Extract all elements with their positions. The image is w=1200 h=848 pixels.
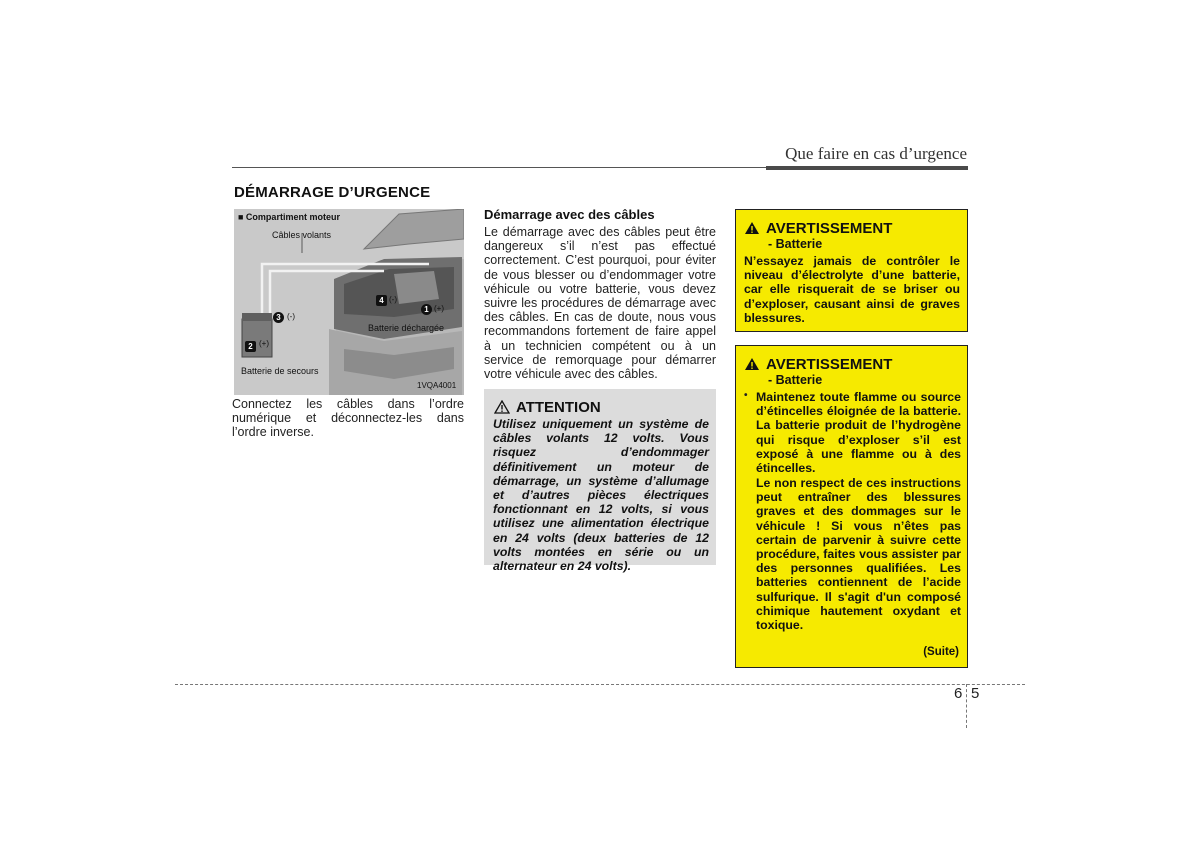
marker-3: 3 bbox=[273, 312, 284, 323]
attention-box bbox=[484, 389, 716, 574]
section-title: DÉMARRAGE D’URGENCE bbox=[234, 184, 431, 201]
warning1-text: N’essayez jamais de contrôler le niveau d’électrolyte d’une batterie, car elle risquerait de se briser ou d’exploser, causant ainsi de graves blessures. bbox=[744, 254, 960, 325]
page-number: 5 bbox=[971, 685, 980, 702]
warning1-subtitle: - Batterie bbox=[768, 237, 823, 251]
marker-2-polarity: (+) bbox=[259, 339, 269, 348]
marker-4-polarity: (-) bbox=[389, 295, 397, 304]
label-dead-battery: Batterie déchargée bbox=[368, 323, 445, 333]
warning-box-flames bbox=[735, 345, 968, 668]
jump-start-heading: Démarrage avec des câbles bbox=[484, 207, 655, 222]
attention-title: ATTENTION bbox=[516, 399, 601, 416]
warning2-subtitle: - Batterie bbox=[768, 373, 823, 387]
marker-1-polarity: (+) bbox=[434, 304, 444, 313]
figure-code: 1VQA4001 bbox=[417, 381, 457, 390]
attention-text: Utilisez uniquement un système de câbles volants 12 volts. Vous risquez d’endommager définitivement un moteur de démarrage, un système d’allumage et d’autres pièces électriques fonctionnant en 12 volts, si vous utilisez une alimentation électrique en 24 volts (deux batteries de 12 volts montées en série ou un alternateur en 24 volts). bbox=[493, 417, 709, 574]
marker-4: 4 bbox=[376, 295, 387, 306]
marker-1: 1 bbox=[421, 304, 432, 315]
header-bar bbox=[766, 166, 968, 170]
chapter-title: Que faire en cas d’urgence bbox=[785, 144, 967, 163]
warning-filled-icon bbox=[744, 357, 760, 375]
label-jumper-cables: Câbles volants bbox=[272, 230, 332, 240]
warning1-title: AVERTISSEMENT bbox=[766, 220, 893, 237]
page-chapter-number: 6 bbox=[954, 685, 963, 702]
bullet: • bbox=[744, 390, 748, 401]
warning2-title: AVERTISSEMENT bbox=[766, 356, 893, 373]
warning2-text-1: Maintenez toute flamme ou source d’étincelles éloignée de la batterie. La batterie produit de l’hydrogène qui risque d’exploser s’il est exposé à une flamme ou à des étincelles. bbox=[756, 390, 961, 476]
continued-label: (Suite) bbox=[923, 646, 959, 658]
figure-caption: ■ Compartiment moteur bbox=[238, 212, 340, 222]
warning-triangle-icon bbox=[494, 400, 510, 418]
footer-rule bbox=[175, 684, 1025, 685]
label-rescue-battery: Batterie de secours bbox=[241, 366, 319, 376]
jump-start-paragraph: Le démarrage avec des câbles peut être dangereux s’il n’est pas effectué correctement. C’est pourquoi, pour éviter de vous blesser ou d’endommager votre véhicule ou votre batterie, vous devez suivre les procédures de démarrage avec des câbles. En cas de doute, nous vous recommandons fortement de faire appel à un technicien compétent ou à un service de remorquage pour démarrer votre véhicule avec des câbles. bbox=[484, 225, 716, 382]
connection-order-paragraph: Connectez les câbles dans l’ordre numérique et déconnectez-les dans l’ordre inverse. bbox=[232, 397, 464, 440]
marker-2: 2 bbox=[245, 341, 256, 352]
marker-3-polarity: (-) bbox=[287, 312, 295, 321]
footer-divider bbox=[966, 684, 967, 728]
warning-filled-icon bbox=[744, 221, 760, 239]
warning-box-electrolyte bbox=[735, 209, 968, 332]
engine-compartment-figure bbox=[234, 209, 464, 395]
warning2-text-2: Le non respect de ces instructions peut entraîner des blessures graves et des dommages sur le véhicule ! Si vous n’êtes pas certain de parvenir à suivre cette procédure, faites vous assister par des personnes qualifiées. Les batteries contiennent de l’acide sulfurique. Il s'agit d'un composé chimique hautement oxydant et toxique. bbox=[756, 476, 961, 633]
